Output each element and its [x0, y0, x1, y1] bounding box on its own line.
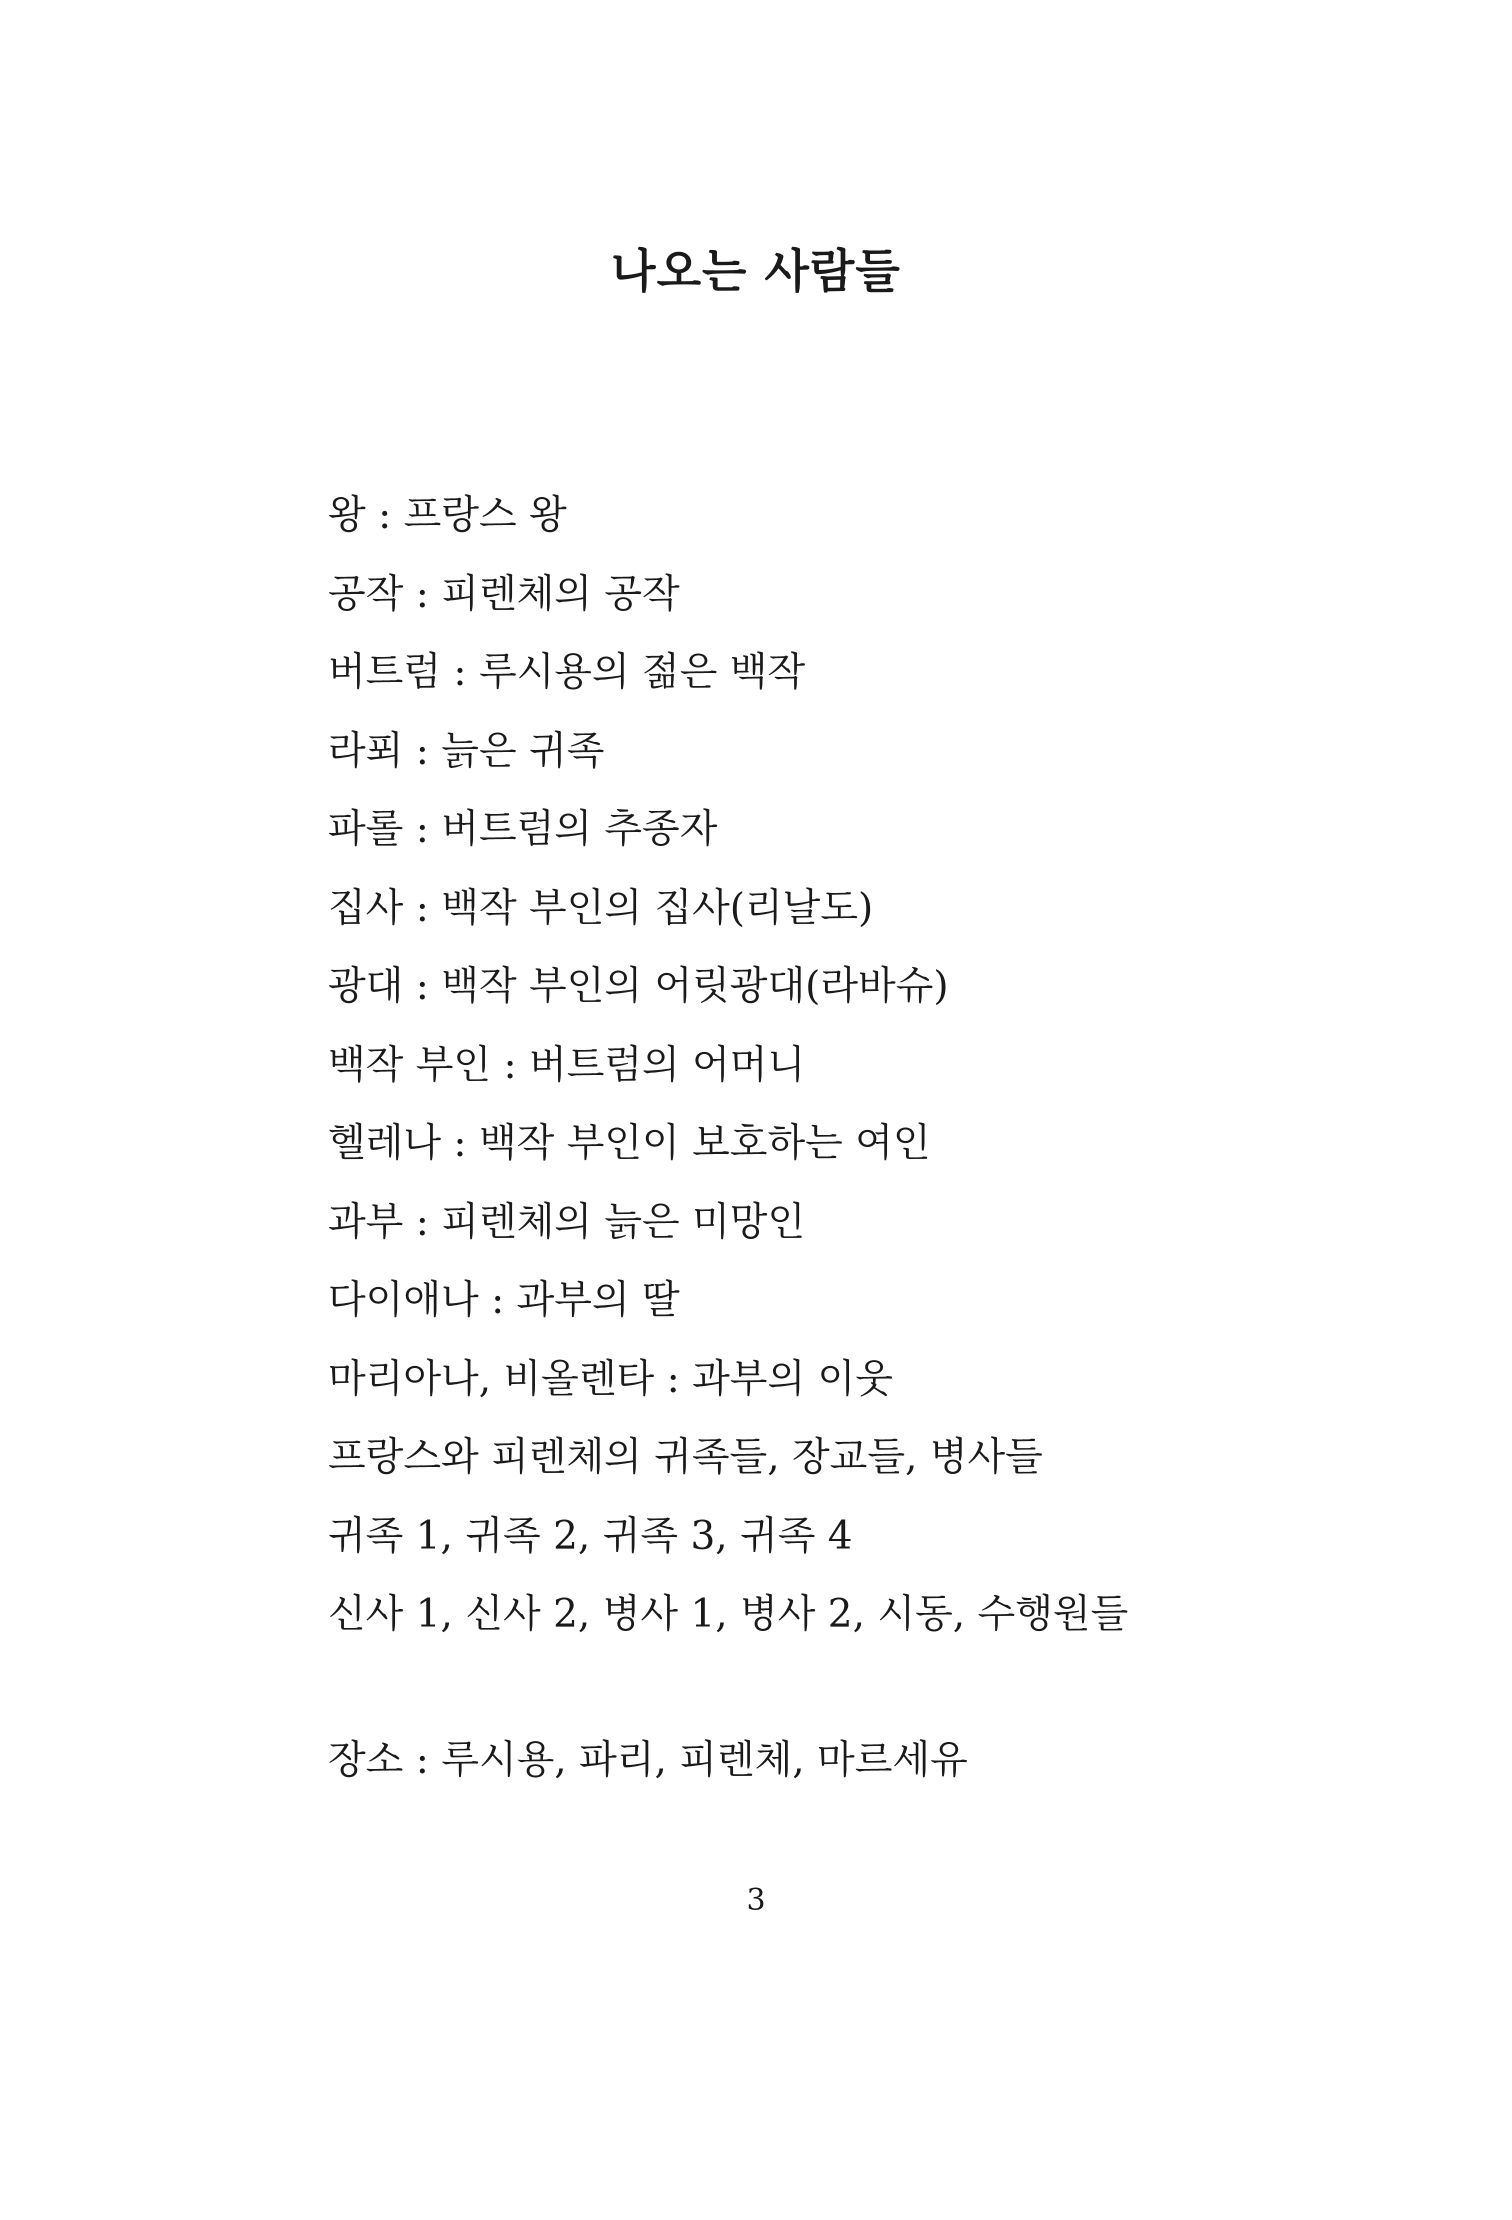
cast-entry: 백작 부인 : 버트럼의 어머니	[328, 1042, 806, 1088]
cast-entry: 파롤 : 버트럼의 추종자	[328, 807, 718, 852]
cast-list	[328, 492, 1128, 1670]
cast-entry: 신사 1, 신사 2, 병사 1, 병사 2, 시동, 수행원들	[328, 1592, 1129, 1637]
cast-entry: 공작 : 피렌체의 공작	[328, 571, 680, 617]
cast-entry: 헬레나 : 백작 부인이 보호하는 여인	[328, 1121, 931, 1166]
cast-entry: 다이애나 : 과부의 딸	[328, 1278, 680, 1323]
page-title: 나오는 사람들	[611, 244, 901, 298]
cast-entry: 귀족 1, 귀족 2, 귀족 3, 귀족 4	[328, 1513, 853, 1559]
cast-entry: 과부 : 피렌체의 늙은 미망인	[328, 1199, 806, 1245]
cast-entry: 마리아나, 비올렌타 : 과부의 이웃	[328, 1356, 893, 1402]
cast-entry: 광대 : 백작 부인의 어릿광대(라바슈)	[328, 964, 949, 1009]
cast-entry: 집사 : 백작 부인의 집사(리날도)	[328, 885, 874, 931]
cast-entry: 라푀 : 늙은 귀족	[328, 728, 605, 774]
page-number: 3	[746, 1883, 766, 1918]
cast-entry: 버트럼 : 루시용의 젊은 백작	[328, 650, 806, 695]
setting-place: 장소 : 루시용, 파리, 피렌체, 마르세유	[328, 1738, 968, 1783]
cast-entry: 왕 : 프랑스 왕	[328, 493, 567, 538]
cast-entry: 프랑스와 피렌체의 귀족들, 장교들, 병사들	[328, 1435, 1043, 1480]
